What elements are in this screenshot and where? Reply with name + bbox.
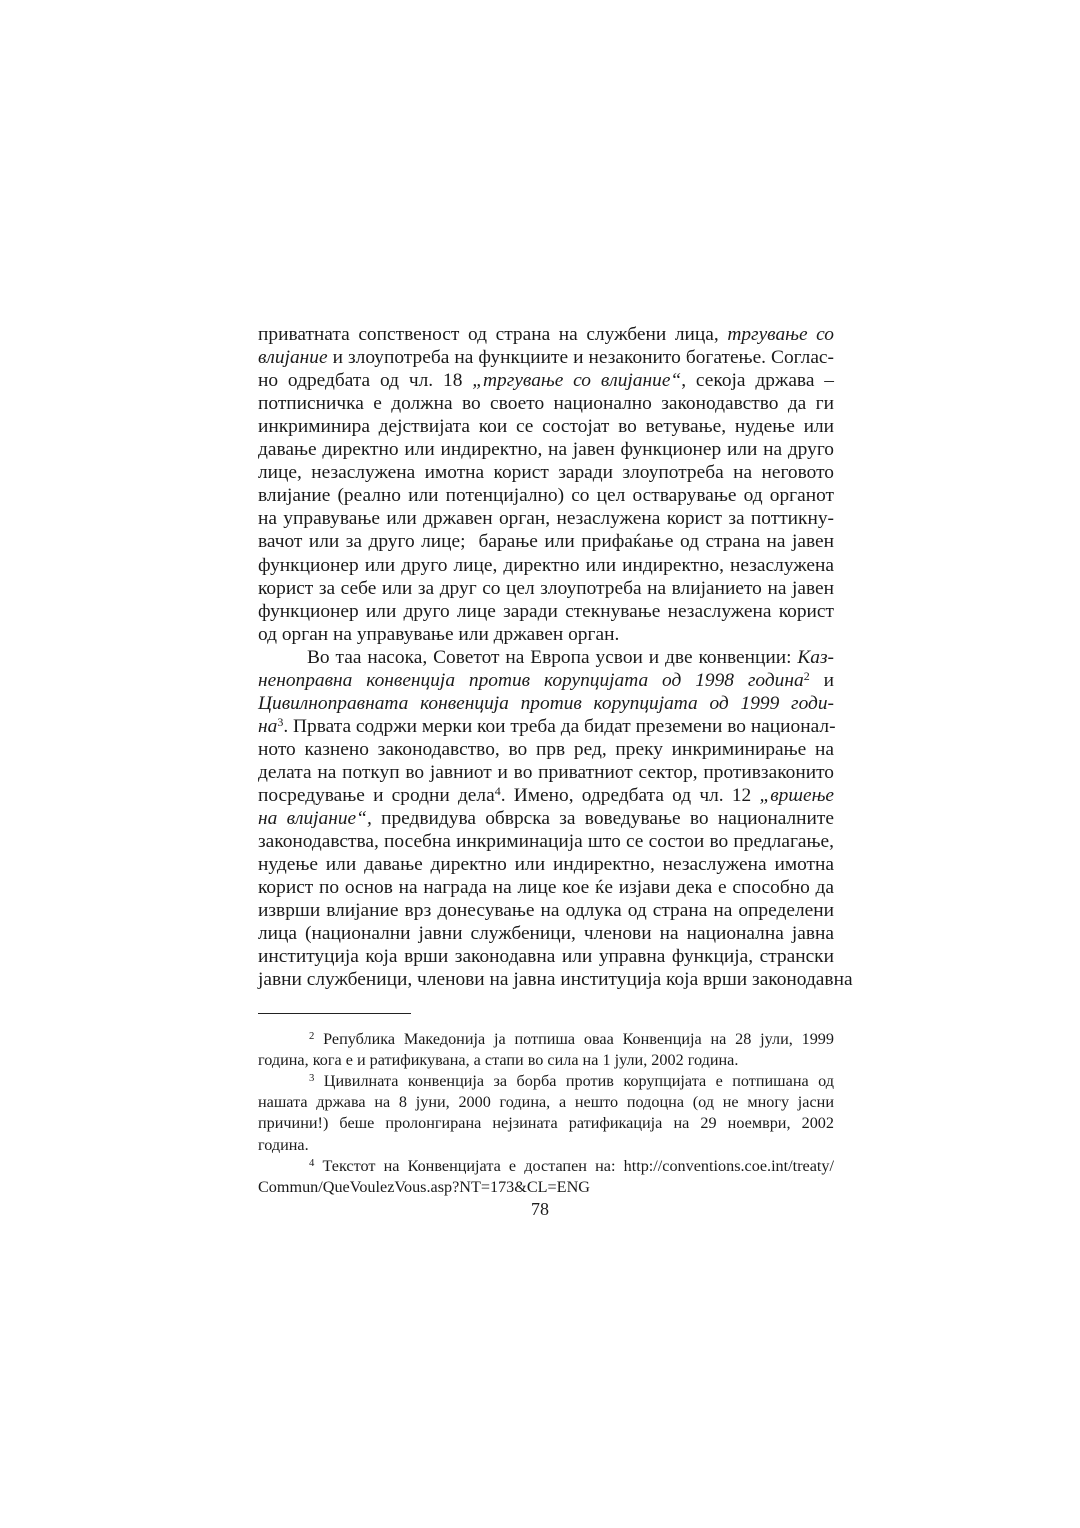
text-segment: и злоупотреба на функциите и незаконито богатење. Соглас- [327,347,834,369]
body-line [258,507,834,530]
text-segment: Commun/QueVoulezVous.asp?NT=173&CL=ENG [258,1177,590,1196]
body-line [258,392,834,415]
text-segment: од орган на управување или државен орган. [258,623,620,645]
text-segment: давање директно или индиректно, на јавен функционер или на друго [258,439,834,461]
footnote-line [258,1113,834,1134]
body-line [258,922,834,945]
text-segment: лица (национални јавни службеници, членови на национална јавна [258,923,834,945]
footnote-line [258,1135,834,1156]
text-segment: Во таа насока, Советот на Европа усвои и две конвенции: [307,646,798,668]
body-line [258,945,834,968]
footnote-marker: 2 [309,1030,315,1043]
text-segment: „тргување со влијание“ [472,370,682,392]
text-segment: нашата држава на 8 јуни, 2000 година, а нешто подоцна (од не многу јасни [258,1093,834,1112]
text-segment: на управување или државен орган, незаслужена корист за поттикну- [258,508,834,530]
text-segment: вачот или за друго лице; барање или прифаќање од страна на јавен [258,531,834,553]
text-segment: на [258,715,278,737]
text-segment: инкриминира дејствијата кои се состојат во ветување, нудење или [258,416,834,438]
body-line [258,876,834,899]
footnote-line [258,1050,834,1071]
body-line [258,646,834,669]
text-segment: неноправна конвенција против корупцијата од 1998 година [258,669,804,691]
footnote-marker: 2 [803,668,810,683]
text-segment: , секоја држава – [681,370,834,392]
body-line [258,438,834,461]
text-segment: . Имено, одредбата од чл. 12 [500,785,760,806]
footnote-marker: 3 [309,1072,315,1085]
page-number: 78 [531,1199,549,1219]
body-line [258,623,834,646]
body-line [258,554,834,577]
text-segment: причини!) беше пролонгирана нејзината ратификација на 29 ноември, 2002 [258,1114,834,1133]
footnote-line [258,1156,834,1177]
body-line [258,968,853,991]
text-segment: влијание (реално или потенцијално) со цел остварување од органот [258,485,834,507]
body-line [258,484,834,507]
body-line [258,415,834,438]
body-line [258,369,834,392]
body-line [258,738,834,761]
text-segment: на влијание“, [258,808,372,830]
text-segment: . Првата содржи мерки кои треба да бидат преземени во национал- [283,715,836,737]
body-line [258,830,834,853]
text-segment: корист по основ на награда на лице кое ќе изјави дека е способно да [258,877,834,899]
text-segment: функционер или друго лице заради стекнување незаслужена корист [258,600,834,622]
body-line [258,600,834,623]
body-line [258,761,834,784]
body-line [258,853,834,876]
footnote-marker: 3 [277,714,284,729]
body-line [258,669,834,692]
footnote-line [258,1071,834,1092]
body-line [258,461,834,484]
text-segment: нудење или давање директно или индиректно, незаслужена имотна [258,854,834,876]
text-segment: законодавства, посебна инкриминација што се состои во предлагање, [258,831,834,853]
footnote-line [258,1092,834,1113]
text-segment: тргување со [727,324,834,345]
text-segment: приватната сопственост од страна на службени лица, [258,324,728,345]
text-segment: функционер или друго лице, директно или индиректно, незаслужена [258,554,834,576]
text-segment: изврши влијание врз донесување на одлука од страна на определени [258,900,834,922]
text-segment: Цивилната конвенција за борба против корупцијата е потпишана од [314,1072,834,1091]
text-segment: Каз- [797,646,834,668]
body-line [258,899,834,922]
text-segment: институција која врши законодавна или управна функција, странски [258,946,834,968]
text-segment: предвидува обврска за воведување во националните [371,808,834,830]
text-segment: лице, незаслужена имотна корист заради злоупотреба на неговото [258,462,834,484]
text-segment: делата на поткуп во јавниот и во приватниот сектор, противзаконито [258,761,834,783]
footnote-separator [258,1013,411,1014]
body-line [258,323,834,346]
text-segment: јавни службеници, членови на јавна институција која врши законодавна [258,969,853,991]
text-segment: „вршење [759,785,835,806]
text-segment: посредување и сродни дела [258,785,495,806]
body-line [258,577,834,600]
body-line [258,692,834,715]
body-line [258,715,834,738]
body-line [258,807,834,830]
text-segment: и [809,669,834,691]
footnote-marker: 4 [494,784,501,798]
text-segment: година. [258,1135,309,1154]
footnote-line [258,1029,834,1050]
text-segment: Цивилноправната конвенција против корупцијата од 1999 годи- [258,692,834,714]
text-segment: Текстот на Конвенцијата е достапен на: http://conventions.coe.int/treaty/ [314,1156,834,1175]
text-segment: година, кога е и ратификувана, а стапи во сила на 1 јули, 2002 година. [258,1051,739,1070]
text-segment: ното казнено законодавство, во прв ред, преку инкриминирање на [258,738,834,760]
body-line [258,784,834,807]
text-segment: Република Македонија ја потпиша оваа Конвенција на 28 јули, 1999 [314,1030,834,1048]
text-segment: потписничка е должна во своето национално законодавство да ги [258,393,834,415]
footnote-line [258,1177,834,1198]
text-segment: влијание [258,347,328,369]
text-segment: корист за себе или за друг со цел злоупотреба на влијанието на јавен [258,577,834,599]
text-segment: но одредбата од чл. 18 [258,370,473,392]
body-line [258,530,834,553]
body-line [258,346,834,369]
footnote-marker: 4 [309,1156,315,1169]
